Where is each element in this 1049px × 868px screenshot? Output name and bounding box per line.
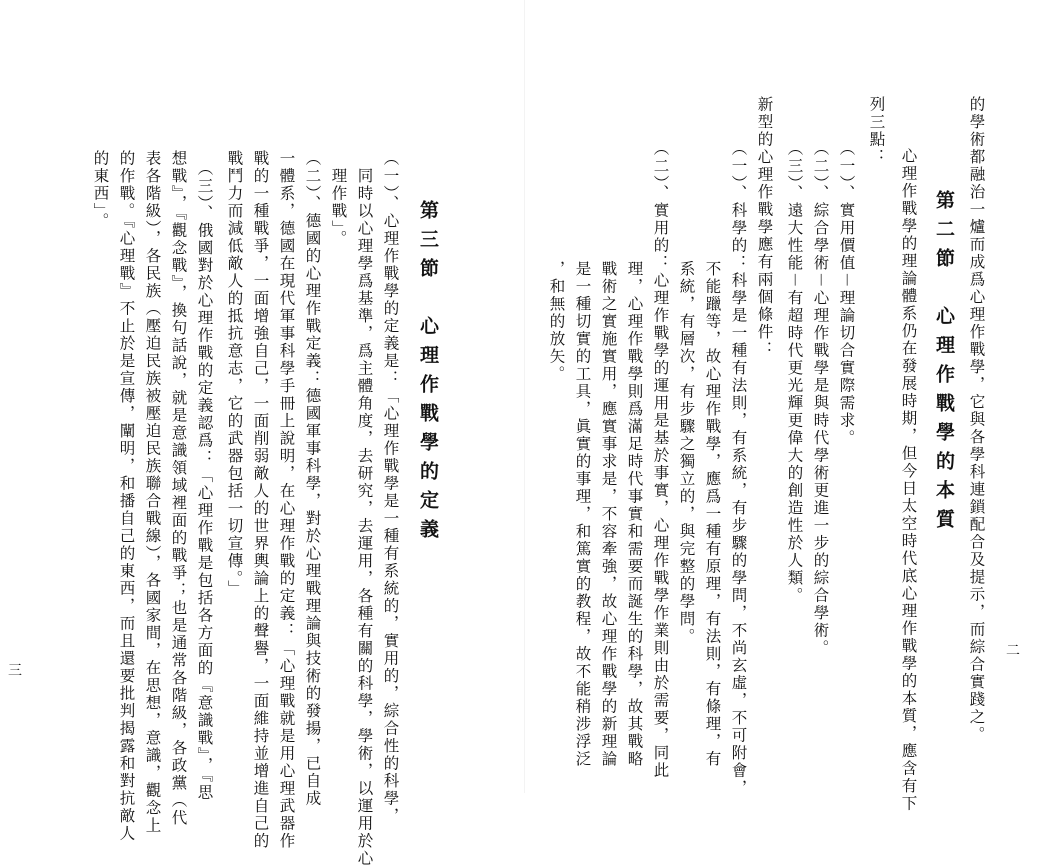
text-line: （三）、遠大性能－有超時代更光輝更偉大的創造性於人類。 <box>785 130 804 605</box>
text-line: 想戰』，『觀念戰』，換句話說，就是意識領域裡面的戰爭；也是通常各階級，各政黨（代 <box>169 150 188 827</box>
text-line: 新型的心理作戰學應有兩個條件： <box>755 96 774 359</box>
page-number: 二 <box>1006 643 1020 659</box>
text-line: 表各階級），各民族（壓迫民族被壓迫民族聯合戰線），各國家間，在思想，意識，觀念上 <box>143 150 162 835</box>
text-line: （一）、科學的：科學是一種有法則，有系統，有步驟的學問，不尚玄虛，不可附會， <box>729 130 748 797</box>
text-line: 戰的一種戰爭，一面增強自己，一面削弱敵人的世界輿論上的聲譽，一面維持並增進自己的 <box>251 150 270 850</box>
text-line: （三）、俄國對於心理作戰的定義認爲：「心理作戰是包括各方面的『意識戰』，『思 <box>195 150 214 802</box>
text-line: （一）、心理作戰學的定義是：「心理作戰學是一種有系統的，實用的，綜合性的科學， <box>381 150 400 825</box>
text-line: 的東西」。 <box>91 150 110 230</box>
page-number: 三 <box>8 663 22 679</box>
text-line: 的學術都融治一爐而成爲心理作戰學，它與各學科連鎖配合及提示，而綜合實踐之。 <box>967 96 986 744</box>
text-line: 的作戰。『心理戰』不止於是宣傳，闡明，和播自己的東西，而且還要批判揭露和對抗敵人 <box>117 150 136 843</box>
text-line: （二）、德國的心理作戰定義：德國軍事科學，對於心理戰理論與技術的發揚，已自成 <box>303 150 322 808</box>
section-heading: 第三節 心理作戰學的定義 <box>417 200 439 548</box>
text-line: （二）、綜合學術－心理作戰學是與時代學術更進一步的綜合學術。 <box>811 130 830 658</box>
text-line: 理作戰」。 <box>329 150 348 248</box>
text-line: 戰術之實施實用，應實事求是，不容牽強，故心理作戰學的新理論 <box>599 208 618 768</box>
page-spine <box>524 0 525 793</box>
text-line: 是一種切實的工具，眞實的事理，和篤實的教程，故不能稍涉浮泛 <box>573 208 592 768</box>
text-line: 一體系，德國在現代軍事科學手冊上說明，在心理作戰的定義：「心理戰就是用心理武器作 <box>277 150 296 850</box>
text-line: 戰鬥力而減低敵人的抵抗意志，它的武器包括一切宣傳。」 <box>225 150 244 598</box>
text-line: （二）、實用的：心理作戰學的運用是基於事實，心理作戰學作業則由於需要，同此 <box>651 130 670 780</box>
text-line: 同時以心理學爲基準，爲主體角度，去研究，去運用，各種有關的科學，學術，以運用於心 <box>355 150 374 868</box>
text-line: 列三點： <box>867 96 886 166</box>
text-line: ，和無的放矢。 <box>547 208 566 383</box>
text-line: 心理作戰學的理論體系仍在發展時期，但今日太空時代底心理作戰學的本質，應含有下 <box>899 130 918 813</box>
text-line: 理，心理作戰學則爲滿足時代事實和需要而誕生的科學，故其戰略 <box>625 208 644 768</box>
section-heading: 第二節 心理作戰學的本質 <box>933 190 955 538</box>
text-line: 系統，有層次，有步驟之獨立的，與完整的學問。 <box>677 208 696 646</box>
text-line: 不能躐等，故心理作戰學，應爲一種有原理，有法則，有條理，有 <box>703 208 722 768</box>
text-line: （一）、實用價值－理論切合實際需求。 <box>837 130 856 448</box>
